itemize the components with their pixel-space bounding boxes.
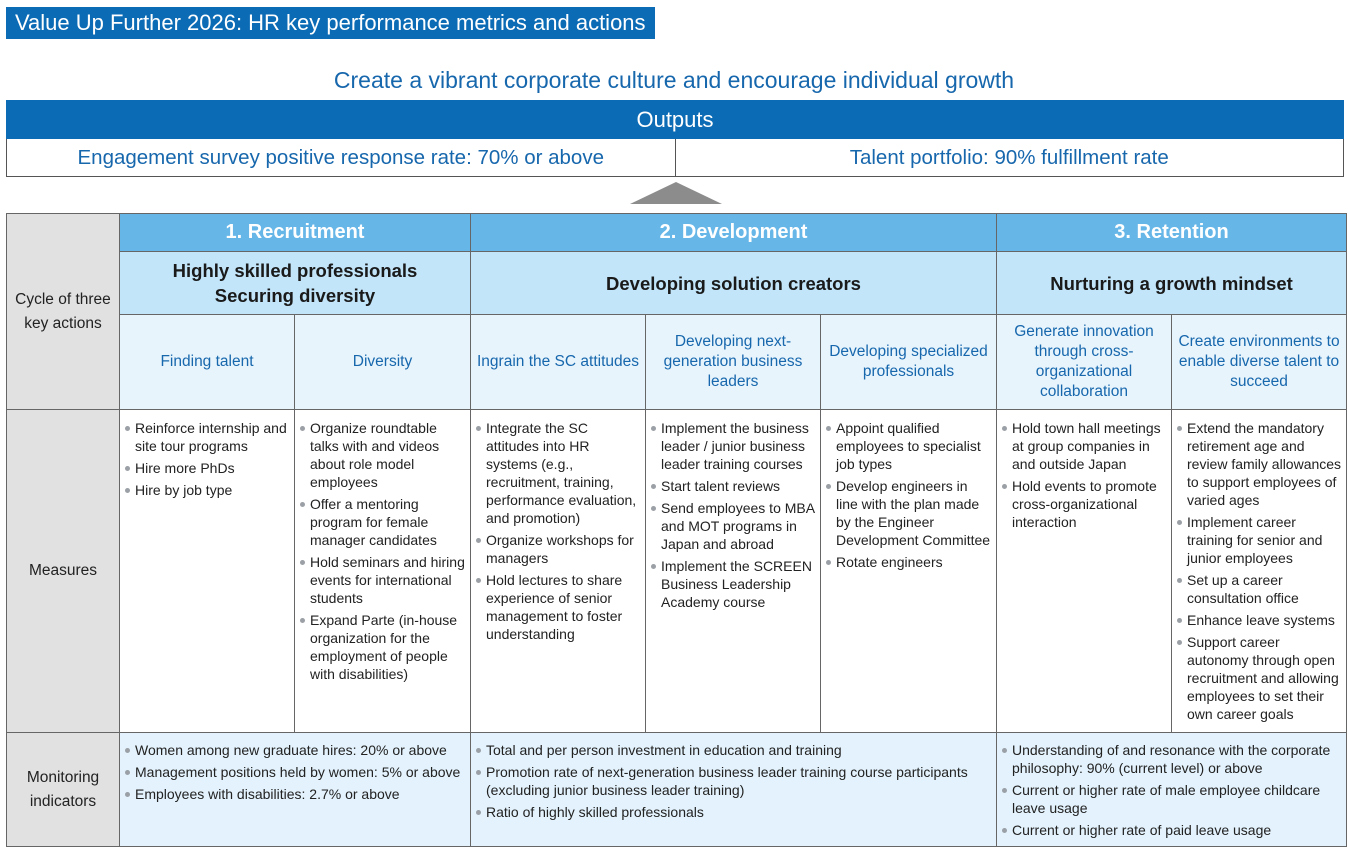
output-talent-portfolio: Talent portfolio: 90% fulfillment rate [849, 146, 1169, 169]
measure-item: Implement the SCREEN Business Leadership Academy course [651, 557, 816, 611]
monitoring-list-recruitment [120, 733, 470, 803]
measures-cell-0 [120, 410, 295, 733]
monitoring-item: Ratio of highly skilled professionals [476, 803, 992, 821]
page-title: Value Up Further 2026: HR key performance metrics and actions [6, 7, 655, 39]
row-label-cycle [7, 214, 120, 410]
category-development: 2. Development [471, 214, 997, 252]
row-label-monitoring [7, 733, 120, 847]
measures-cell-2 [471, 410, 646, 733]
category-recruitment: 1. Recruitment [120, 214, 471, 252]
measure-item: Extend the mandatory retirement age and review family allowances to support employees of varied ages [1177, 419, 1342, 509]
row-label-measures: Measures [7, 410, 120, 733]
monitoring-item: Management positions held by women: 5% or above [125, 763, 466, 781]
headline: Create a vibrant corporate culture and encourage individual growth [333, 67, 1015, 93]
monitoring-cell-development [471, 733, 997, 847]
output-engagement: Engagement survey positive response rate: 70% or above [7, 139, 676, 176]
monitoring-item: Promotion rate of next-generation business leader training course participants (excluding junior business leader training) [476, 763, 992, 799]
monitoring-list-development [471, 733, 996, 821]
row-label-cycle-text: Cycle of three key actions [15, 290, 111, 332]
row-label-monitoring-text: Monitoring indicators [26, 768, 100, 810]
theme-development [471, 252, 997, 315]
monitoring-item: Employees with disabilities: 2.7% or above [125, 785, 466, 803]
sub-diversity: Diversity [295, 315, 471, 410]
outputs-row [6, 139, 1344, 177]
measures-cell-5 [997, 410, 1172, 733]
measure-item: Organize workshops for managers [476, 531, 641, 567]
measure-item: Reinforce internship and site tour programs [125, 419, 290, 455]
measure-item: Organize roundtable talks with and videos about role model employees [300, 419, 466, 491]
measures-list-1 [295, 410, 470, 683]
monitoring-cell-retention [997, 733, 1347, 847]
theme-recruitment-line-1: Highly skilled professionals [172, 260, 418, 281]
measures-list-0 [120, 410, 294, 499]
measures-list-4 [821, 410, 996, 571]
sub-sc-attitudes: Ingrain the SC attitudes [471, 315, 646, 410]
theme-retention-line-1: Nurturing a growth mindset [1050, 272, 1293, 294]
measure-item: Appoint qualified employees to specialist job types [826, 419, 992, 473]
measures-cell-4 [821, 410, 997, 733]
sub-cross-org-innovation: Generate innovation through cross-organizational collaboration [997, 315, 1172, 410]
measures-list-2 [471, 410, 645, 643]
measure-item: Support career autonomy through open recruitment and allowing employees to set their own career goals [1177, 633, 1342, 723]
monitoring-cell-recruitment [120, 733, 471, 847]
measures-list-3 [646, 410, 820, 611]
measure-item: Implement the business leader / junior business leader training courses [651, 419, 816, 473]
measure-item: Hire by job type [125, 481, 290, 499]
theme-recruitment-line-2: Securing diversity [214, 285, 376, 306]
measure-item: Hold lectures to share experience of senior management to foster understanding [476, 571, 641, 643]
outputs-header: Outputs [6, 100, 1344, 139]
actions-table [6, 213, 1347, 847]
sub-specialized-professionals: Developing specialized professionals [821, 315, 997, 410]
theme-development-line-1: Developing solution creators [606, 272, 861, 294]
measures-list-5 [997, 410, 1171, 531]
measures-cell-3 [646, 410, 821, 733]
measures-list-6 [1172, 410, 1346, 723]
sub-diverse-talent-environments: Create environments to enable diverse talent to succeed [1172, 315, 1347, 410]
monitoring-item: Current or higher rate of paid leave usage [1002, 821, 1342, 839]
monitoring-list-retention [997, 733, 1346, 839]
measure-item: Set up a career consultation office [1177, 571, 1342, 607]
monitoring-item: Current or higher rate of male employee childcare leave usage [1002, 781, 1342, 817]
measure-item: Hold town hall meetings at group companies in and outside Japan [1002, 419, 1167, 473]
measures-cell-1 [295, 410, 471, 733]
measure-item: Offer a mentoring program for female manager candidates [300, 495, 466, 549]
measure-item: Hire more PhDs [125, 459, 290, 477]
theme-recruitment [120, 252, 471, 315]
measure-item: Hold events to promote cross-organizational interaction [1002, 477, 1167, 531]
theme-retention [997, 252, 1347, 315]
measure-item: Develop engineers in line with the plan made by the Engineer Development Committee [826, 477, 992, 549]
category-retention: 3. Retention [997, 214, 1347, 252]
measure-item: Send employees to MBA and MOT programs in Japan and abroad [651, 499, 816, 553]
measure-item: Rotate engineers [826, 553, 992, 571]
measure-item: Start talent reviews [651, 477, 816, 495]
monitoring-item: Women among new graduate hires: 20% or above [125, 741, 466, 759]
sub-next-gen-leaders: Developing next-generation business leaders [646, 315, 821, 410]
measures-cell-6 [1172, 410, 1347, 733]
measure-item: Enhance leave systems [1177, 611, 1342, 629]
up-arrow-icon [630, 182, 722, 204]
monitoring-item: Understanding of and resonance with the corporate philosophy: 90% (current level) or above [1002, 741, 1342, 777]
measure-item: Integrate the SC attitudes into HR systems (e.g., recruitment, training, performance evaluation, and promotion) [476, 419, 641, 527]
measure-item: Hold seminars and hiring events for international students [300, 553, 466, 607]
measure-item: Expand Parte (in-house organization for the employment of people with disabilities) [300, 611, 466, 683]
measure-item: Implement career training for senior and junior employees [1177, 513, 1342, 567]
sub-finding-talent: Finding talent [120, 315, 295, 410]
monitoring-item: Total and per person investment in education and training [476, 741, 992, 759]
